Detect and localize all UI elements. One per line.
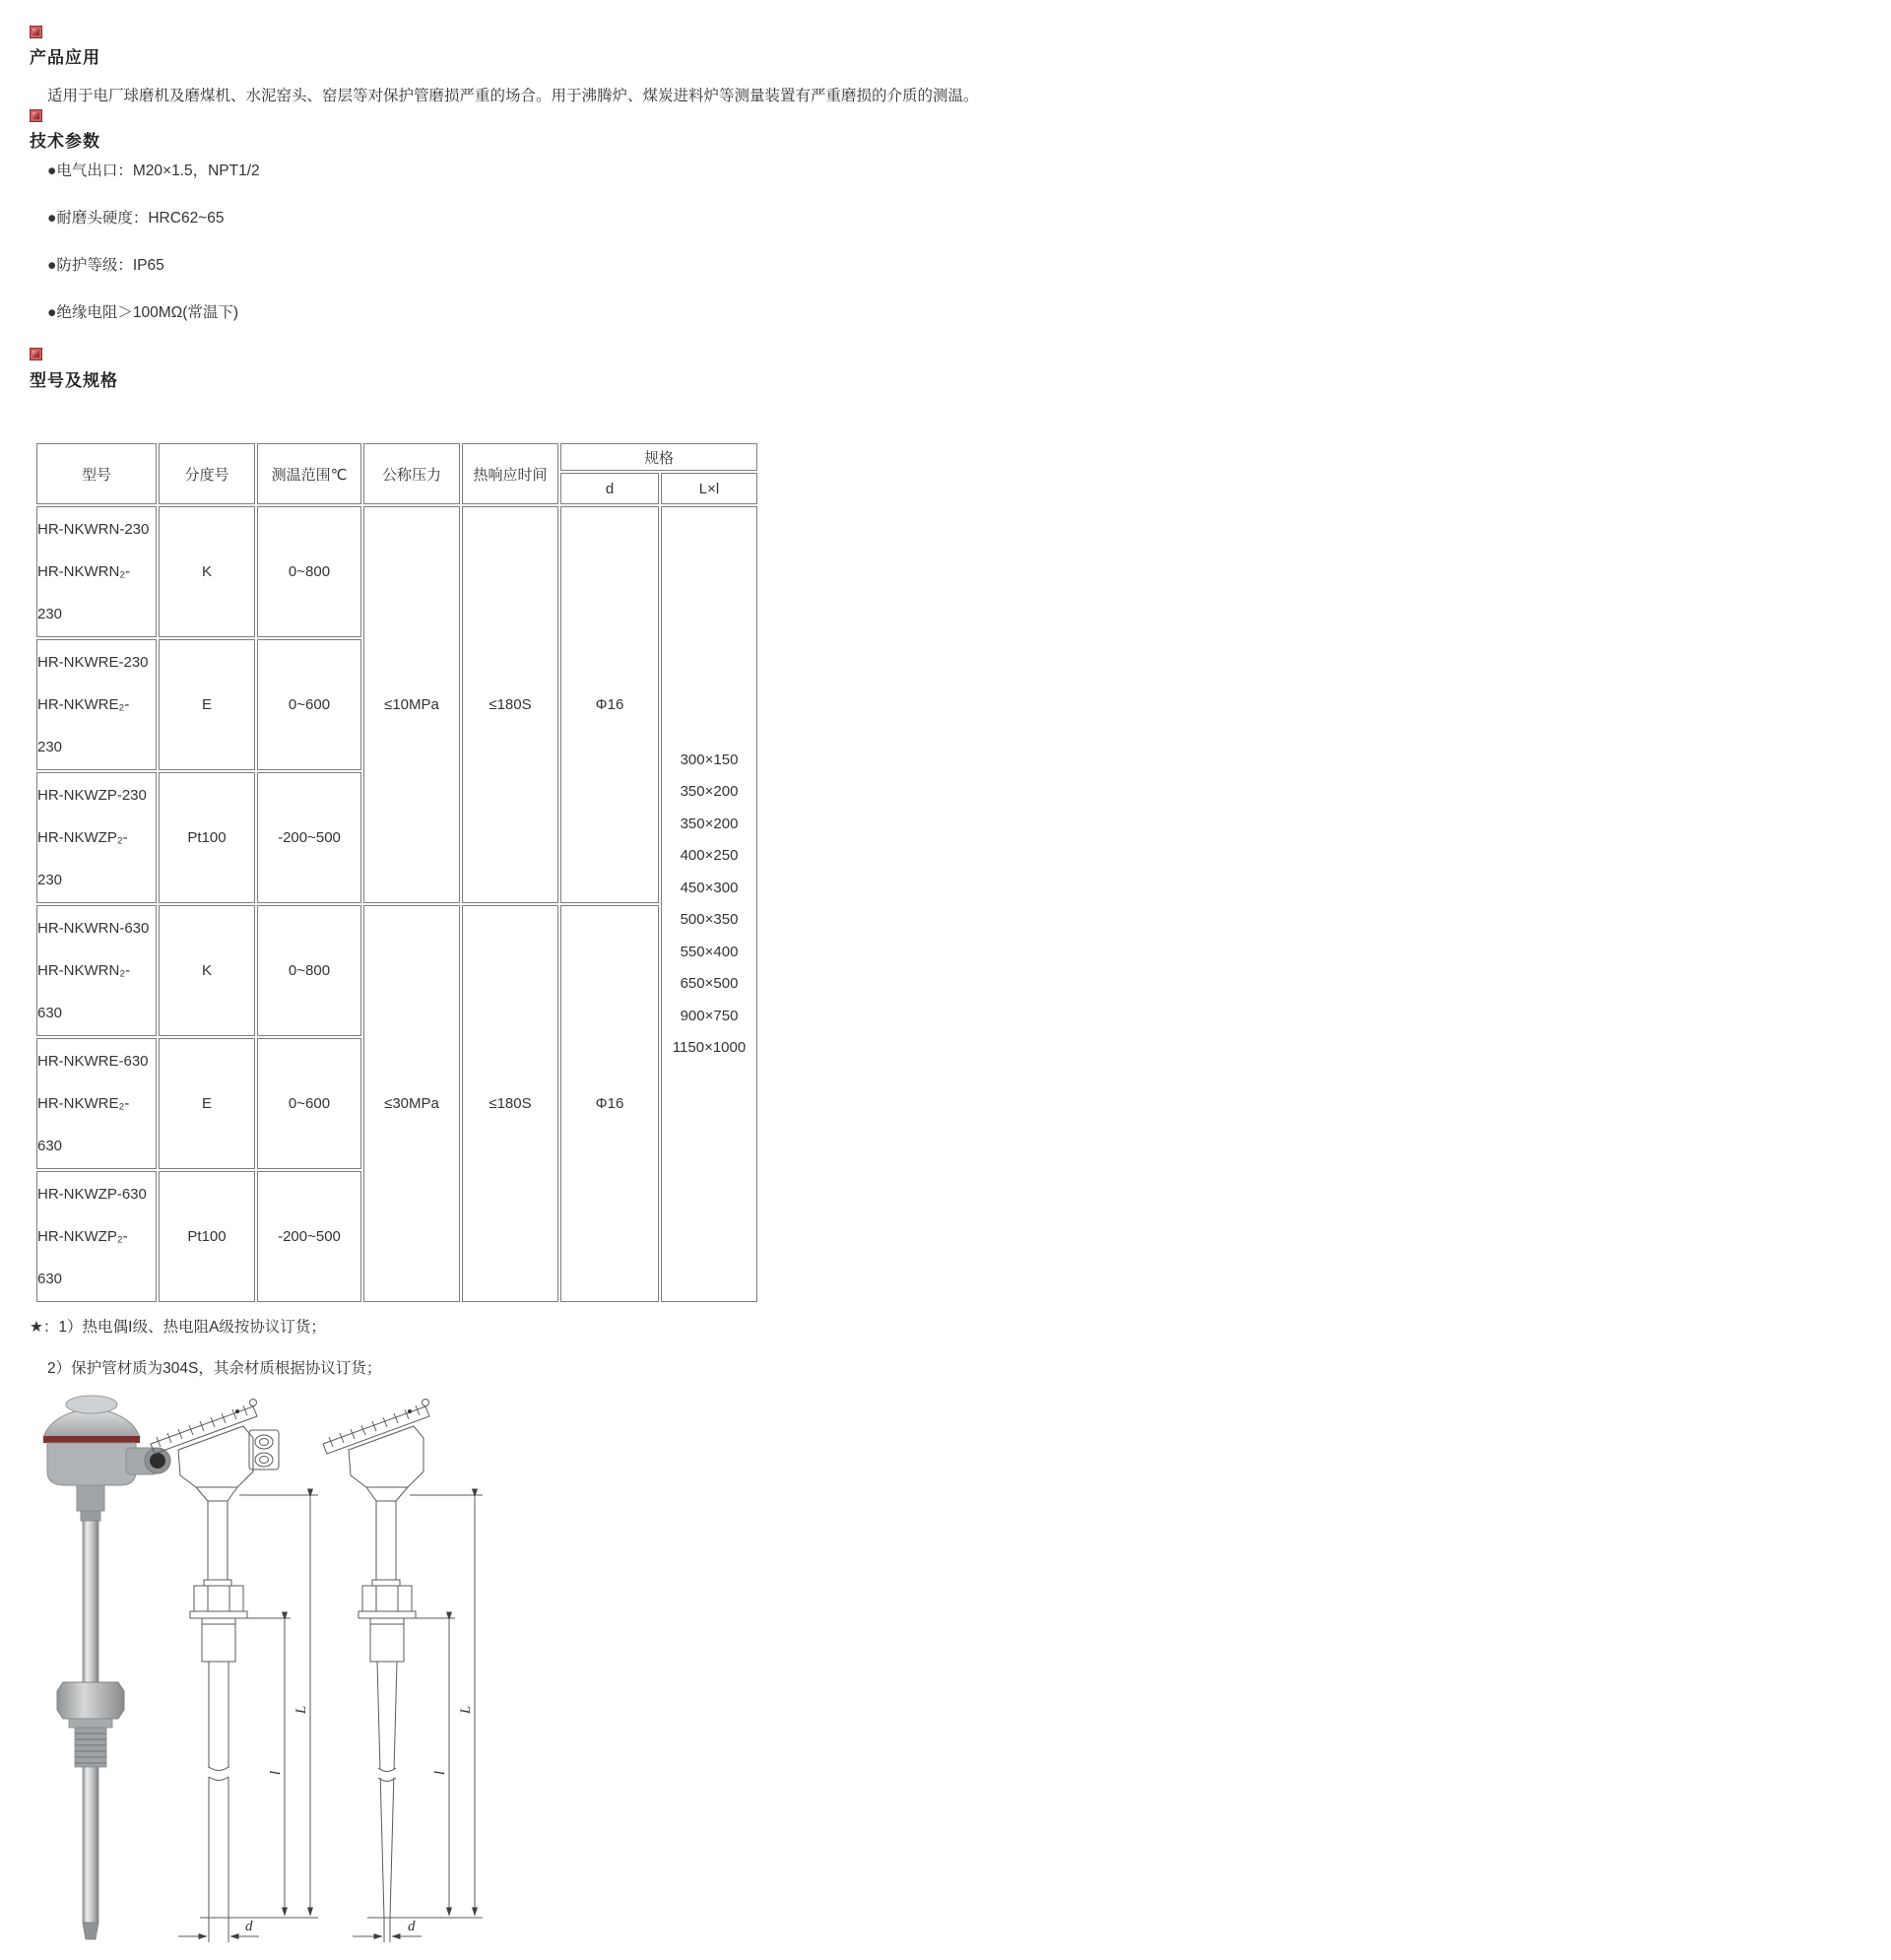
- thermocouple-figures: [25, 1377, 488, 1956]
- section-heading-tech-params: 技术参数: [30, 132, 100, 151]
- table-row: [36, 506, 757, 637]
- graduation-cell: E: [159, 639, 255, 770]
- hex-nut: [194, 1586, 243, 1611]
- tech-param-item: ●绝缘电阻＞100MΩ(常温下): [47, 304, 239, 321]
- response-cell-group1: ≤180S: [462, 506, 558, 903]
- probe: [209, 1662, 228, 1918]
- footnote-1: ★：1）热电偶Ⅰ级、热电阻A级按协议订货；: [30, 1319, 326, 1336]
- hex-nut: [57, 1682, 124, 1719]
- pressure-cell-group2: ≤30MPa: [363, 905, 460, 1302]
- col-header-model: 型号: [36, 443, 157, 504]
- d-cell-group2: Φ16: [560, 905, 659, 1302]
- range-cell: 0~800: [257, 506, 361, 637]
- col-header-range: 测温范围℃: [257, 443, 361, 504]
- lxl-cell: [661, 506, 757, 1302]
- dimension-drawing-straight: [151, 1400, 318, 1943]
- range-cell: -200~500: [257, 772, 361, 903]
- o-ring-seal: [43, 1436, 140, 1443]
- graduation-cell: Pt100: [159, 772, 255, 903]
- tapered-probe: [377, 1662, 397, 1918]
- dim-label-d: d: [408, 1919, 416, 1934]
- red-marker-icon: [30, 109, 42, 122]
- dim-label-L: L: [458, 1705, 474, 1715]
- model-cell: HR-NKWZP-230 HR-NKWZP₂- 230: [36, 772, 157, 903]
- range-cell: 0~800: [257, 905, 361, 1036]
- dim-label-L: L: [293, 1705, 309, 1715]
- model-cell: HR-NKWRE-230 HR-NKWRE₂- 230: [36, 639, 157, 770]
- lxl-size-list: 300×150 350×200 350×200 400×250 450×300 500×350 550×400 650×500 900×750 1150×1000: [672, 751, 747, 1056]
- col-header-lxl: L×l: [661, 473, 757, 504]
- section-heading-models: 型号及规格: [30, 371, 118, 390]
- response-cell-group2: ≤180S: [462, 905, 558, 1302]
- dim-label-l: l: [268, 1770, 284, 1776]
- tech-param-item: ●耐磨头硬度：HRC62~65: [47, 210, 225, 227]
- model-cell: HR-NKWRN-230 HR-NKWRN₂- 230: [36, 506, 157, 637]
- tech-param-item: ●电气出口：M20×1.5，NPT1/2: [47, 163, 260, 179]
- col-header-pressure: 公称压力: [363, 443, 460, 504]
- col-header-response: 热响应时间: [462, 443, 558, 504]
- graduation-cell: E: [159, 1038, 255, 1169]
- col-header-d: d: [560, 473, 659, 504]
- range-cell: 0~600: [257, 639, 361, 770]
- range-cell: -200~500: [257, 1171, 361, 1302]
- graduation-cell: K: [159, 506, 255, 637]
- graduation-cell: Pt100: [159, 1171, 255, 1302]
- dim-label-d: d: [245, 1919, 253, 1934]
- spec-table: [34, 441, 759, 1304]
- table-row: [36, 905, 757, 1036]
- dimension-drawing-tapered: [323, 1400, 483, 1943]
- footnote-2: 2）保护管材质为304S，其余材质根据协议订货；: [47, 1360, 382, 1377]
- hex-nut: [362, 1586, 412, 1611]
- dim-label-l: l: [432, 1770, 448, 1776]
- thermocouple-photo: [43, 1396, 170, 1939]
- col-header-graduation: 分度号: [159, 443, 255, 504]
- model-cell: HR-NKWZP-630 HR-NKWZP₂- 630: [36, 1171, 157, 1302]
- model-cell: HR-NKWRE-630 HR-NKWRE₂- 630: [36, 1038, 157, 1169]
- section-heading-application: 产品应用: [30, 48, 100, 67]
- col-header-spec: 规格: [560, 443, 757, 471]
- tech-param-item: ●防护等级：IP65: [47, 257, 164, 274]
- model-cell: HR-NKWRN-630 HR-NKWRN₂- 630: [36, 905, 157, 1036]
- red-marker-icon: [30, 26, 42, 38]
- pressure-cell-group1: ≤10MPa: [363, 506, 460, 903]
- protection-tube: [83, 1521, 98, 1682]
- graduation-cell: K: [159, 905, 255, 1036]
- application-body-text: 适用于电厂球磨机及磨煤机、水泥窑头、窑层等对保护管磨损严重的场合。用于沸腾炉、煤炭进料炉等测量装置有严重磨损的介质的测温。: [47, 88, 979, 104]
- red-marker-icon: [30, 348, 42, 360]
- d-cell-group1: Φ16: [560, 506, 659, 903]
- range-cell: 0~600: [257, 1038, 361, 1169]
